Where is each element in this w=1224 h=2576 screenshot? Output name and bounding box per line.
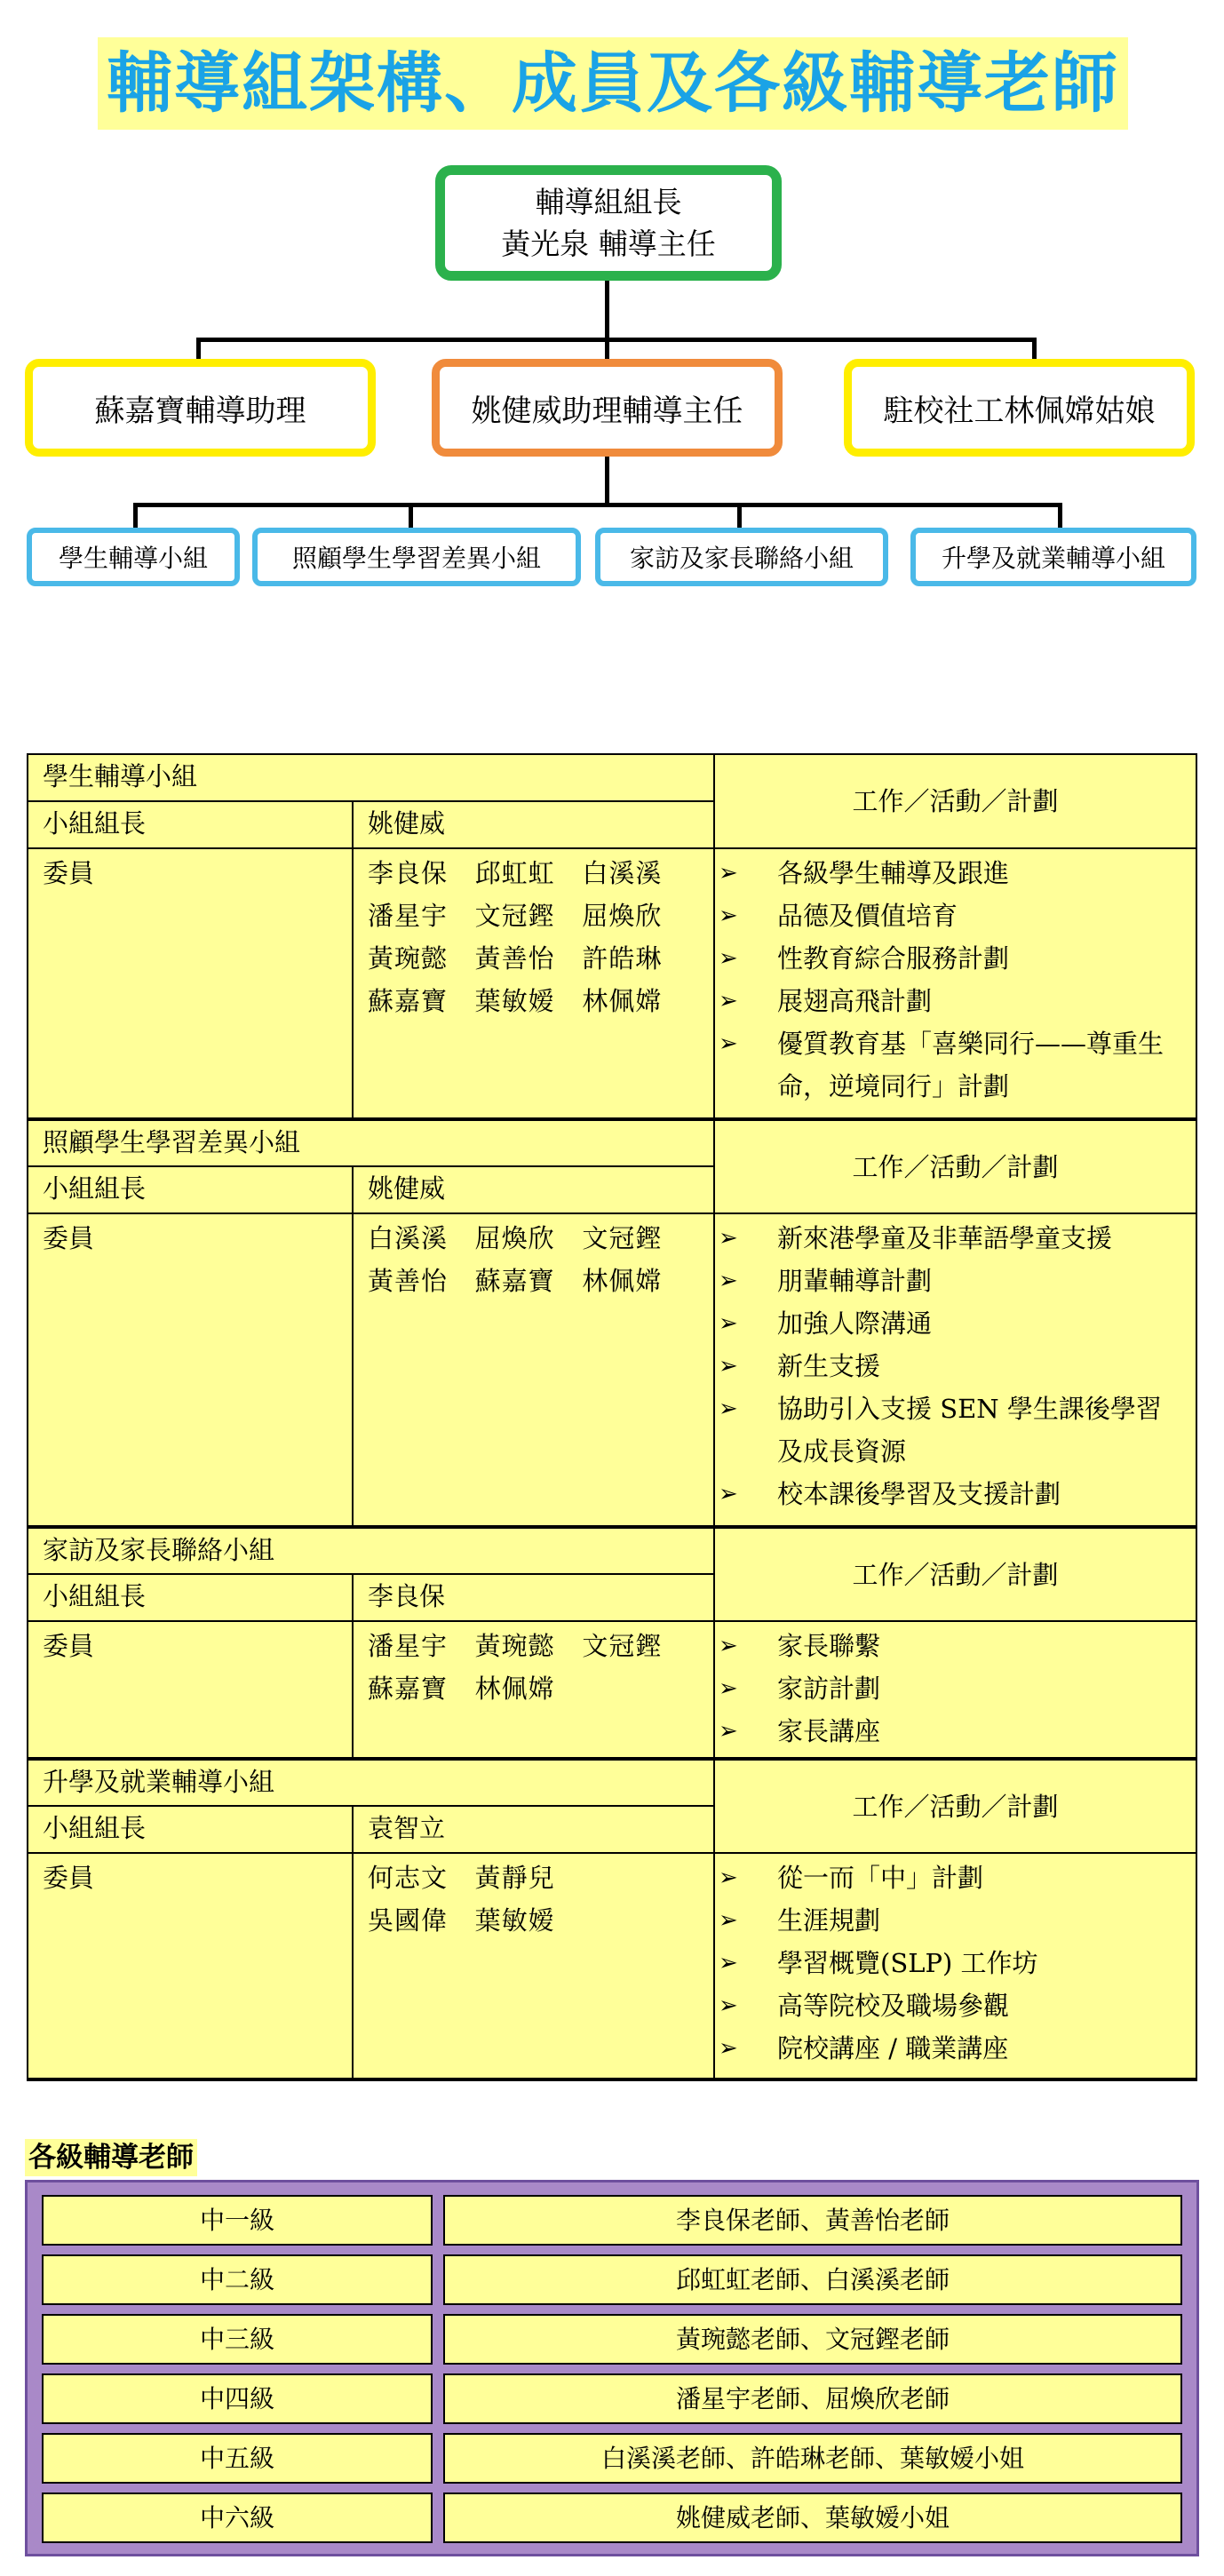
teachers-cell: 黃琬懿老師、文冠鏗老師	[443, 2314, 1182, 2365]
member-name: 黃琬懿	[368, 943, 449, 974]
org-group-box: 照顧學生學習差異小組	[252, 528, 581, 586]
member-name: 文冠鏗	[582, 1631, 663, 1661]
leader-name: 姚健威	[353, 801, 714, 848]
grade-cell: 中二級	[42, 2254, 433, 2305]
connector-line	[133, 503, 1062, 507]
work-header: 工作／活動／計劃	[714, 1759, 1196, 1853]
member-name: 許皓琳	[582, 943, 663, 974]
arrow-bullet-icon: ➢	[719, 1864, 738, 1891]
member-name: 蘇嘉寶	[474, 1266, 555, 1296]
activity-item: ➢ 展翅高飛計劃	[715, 980, 1196, 1022]
member-name: 葉敏嫒	[474, 1905, 555, 1936]
members-cell	[353, 1621, 714, 1759]
leader-label: 小組組長	[28, 1574, 353, 1621]
org-group-box: 家訪及家長聯絡小組	[595, 528, 888, 586]
members-cell	[353, 1853, 714, 2079]
teachers-cell: 白溪溪老師、許皓琳老師、葉敏嫒小姐	[443, 2433, 1182, 2484]
grade-teachers-title: 各級輔導老師	[25, 2139, 197, 2176]
arrow-bullet-icon: ➢	[719, 2035, 738, 2062]
activity-item: ➢ 朋輩輔導計劃	[715, 1260, 1196, 1302]
teachers-cell: 姚健威老師、葉敏嫒小姐	[443, 2493, 1182, 2543]
activities-cell	[714, 1213, 1196, 1527]
leader-name: 袁智立	[353, 1806, 714, 1853]
grade-cell: 中五級	[42, 2433, 433, 2484]
member-name: 潘星宇	[368, 1631, 449, 1661]
grade-teachers-table	[25, 2180, 1199, 2556]
member-name: 文冠鏗	[474, 901, 555, 931]
members-line	[368, 894, 713, 937]
committee-name: 家訪及家長聯絡小組	[28, 1527, 714, 1574]
activity-item: ➢ 品德及價值培育	[715, 894, 1196, 937]
committee-name: 學生輔導小組	[28, 754, 714, 801]
org-chief-title: 輔導組組長	[535, 185, 682, 219]
org-chief-name: 黃光泉 輔導主任	[501, 227, 716, 261]
table-row	[28, 754, 1196, 801]
leader-name: 姚健威	[353, 1166, 714, 1213]
member-name: 邱虹虹	[474, 858, 555, 888]
work-header: 工作／活動／計劃	[714, 754, 1196, 848]
activity-item: ➢ 各級學生輔導及跟進	[715, 852, 1196, 894]
member-name: 白溪溪	[582, 858, 663, 888]
leader-label: 小組組長	[28, 1166, 353, 1213]
activities-cell	[714, 1621, 1196, 1759]
members-cell	[353, 1213, 714, 1527]
connector-line	[1032, 338, 1037, 359]
members-line	[368, 980, 713, 1022]
members-label: 委員	[28, 1621, 353, 1759]
connector-line	[605, 281, 609, 359]
member-name: 蘇嘉寶	[368, 1674, 449, 1704]
activity-item: ➢ 加強人際溝通	[715, 1302, 1196, 1345]
table-row	[28, 1853, 1196, 2079]
activity-item: ➢ 性教育綜合服務計劃	[715, 937, 1196, 980]
member-name: 李良保	[368, 858, 449, 888]
teachers-cell: 邱虹虹老師、白溪溪老師	[443, 2254, 1182, 2305]
arrow-bullet-icon: ➢	[719, 1950, 738, 1976]
table-row	[42, 2493, 1182, 2543]
arrow-bullet-icon: ➢	[719, 1395, 738, 1422]
work-header: 工作／活動／計劃	[714, 1119, 1196, 1213]
org-deputy-box: 姚健威助理輔導主任	[432, 359, 783, 457]
members-cell	[353, 848, 714, 1119]
member-name: 何志文	[368, 1863, 449, 1893]
members-line	[368, 937, 713, 980]
table-row	[28, 1119, 1196, 1166]
activity-item: ➢ 家訪計劃	[715, 1667, 1196, 1710]
leader-label: 小組組長	[28, 801, 353, 848]
committee-name: 照顧學生學習差異小組	[28, 1119, 714, 1166]
table-row	[42, 2373, 1182, 2424]
org-group-box: 學生輔導小組	[27, 528, 240, 586]
members-label: 委員	[28, 1853, 353, 2079]
arrow-bullet-icon: ➢	[719, 1633, 738, 1659]
member-name: 黃琬懿	[474, 1631, 555, 1661]
arrow-bullet-icon: ➢	[719, 1030, 738, 1057]
grade-cell: 中一級	[42, 2195, 433, 2246]
member-name: 林佩嫦	[474, 1674, 555, 1704]
grade-cell: 中四級	[42, 2373, 433, 2424]
org-chief-box	[435, 165, 782, 281]
connector-line	[737, 503, 742, 528]
activities-cell	[714, 848, 1196, 1119]
org-social-worker-box: 駐校社工林佩嫦姑娘	[844, 359, 1195, 457]
committee-name: 升學及就業輔導小組	[28, 1759, 714, 1806]
members-line	[368, 1667, 713, 1710]
table-row	[28, 1527, 1196, 1574]
activity-item: ➢ 高等院校及職場參觀	[715, 1984, 1196, 2027]
connector-line	[196, 338, 1037, 342]
connector-line	[605, 457, 609, 506]
member-name: 林佩嫦	[582, 1266, 663, 1296]
activity-item: ➢ 優質教育基「喜樂同行——尊重生命，逆境同行」計劃	[715, 1022, 1196, 1108]
member-name: 屈煥欣	[474, 1223, 555, 1253]
table-row	[42, 2433, 1182, 2484]
member-name: 黃善怡	[474, 943, 555, 974]
table-row	[28, 1621, 1196, 1759]
activity-item: ➢ 從一而「中」計劃	[715, 1856, 1196, 1899]
member-name: 黃善怡	[368, 1266, 449, 1296]
members-line	[368, 852, 713, 894]
members-line	[368, 1625, 713, 1667]
arrow-bullet-icon: ➢	[719, 1675, 738, 1702]
member-name: 葉敏嫒	[474, 986, 555, 1016]
arrow-bullet-icon: ➢	[719, 1907, 738, 1934]
arrow-bullet-icon: ➢	[719, 902, 738, 929]
teachers-cell: 李良保老師、黃善怡老師	[443, 2195, 1182, 2246]
arrow-bullet-icon: ➢	[719, 988, 738, 1014]
grade-cell: 中三級	[42, 2314, 433, 2365]
activity-item: ➢ 新來港學童及非華語學童支援	[715, 1217, 1196, 1260]
activity-item: ➢ 家長講座	[715, 1710, 1196, 1753]
member-name: 白溪溪	[368, 1223, 449, 1253]
members-label: 委員	[28, 1213, 353, 1527]
arrow-bullet-icon: ➢	[719, 1310, 738, 1337]
members-line	[368, 1260, 713, 1302]
table-row	[28, 1759, 1196, 1806]
org-group-box: 升學及就業輔導小組	[910, 528, 1196, 586]
arrow-bullet-icon: ➢	[719, 1718, 738, 1745]
members-line	[368, 1217, 713, 1260]
arrow-bullet-icon: ➢	[719, 945, 738, 972]
table-row	[42, 2195, 1182, 2246]
activity-item: ➢ 新生支援	[715, 1345, 1196, 1387]
members-line	[368, 1899, 713, 1942]
arrow-bullet-icon: ➢	[719, 1268, 738, 1294]
arrow-bullet-icon: ➢	[719, 1992, 738, 2019]
table-row	[42, 2314, 1182, 2365]
arrow-bullet-icon: ➢	[719, 1481, 738, 1507]
page-title: 輔導組架構、成員及各級輔導老師	[98, 37, 1128, 130]
activity-item: ➢ 家長聯繫	[715, 1625, 1196, 1667]
member-name: 蘇嘉寶	[368, 986, 449, 1016]
grade-cell: 中六級	[42, 2493, 433, 2543]
leader-name: 李良保	[353, 1574, 714, 1621]
leader-label: 小組組長	[28, 1806, 353, 1853]
connector-line	[196, 338, 201, 359]
member-name: 文冠鏗	[582, 1223, 663, 1253]
activities-cell	[714, 1853, 1196, 2079]
activity-item: ➢ 學習概覽(SLP) 工作坊	[715, 1942, 1196, 1984]
member-name: 吳國偉	[368, 1905, 449, 1936]
connector-line	[133, 503, 138, 528]
members-label: 委員	[28, 848, 353, 1119]
work-header: 工作／活動／計劃	[714, 1527, 1196, 1621]
activity-item: ➢ 校本課後學習及支援計劃	[715, 1473, 1196, 1515]
teachers-cell: 潘星宇老師、屈煥欣老師	[443, 2373, 1182, 2424]
arrow-bullet-icon: ➢	[719, 1225, 738, 1252]
arrow-bullet-icon: ➢	[719, 860, 738, 886]
member-name: 潘星宇	[368, 901, 449, 931]
activity-item: ➢ 協助引入支援 SEN 學生課後學習及成長資源	[715, 1387, 1196, 1473]
activity-item: ➢ 院校講座 / 職業講座	[715, 2027, 1196, 2070]
members-line	[368, 1856, 713, 1899]
org-assistant-box: 蘇嘉寶輔導助理	[25, 359, 376, 457]
member-name: 黃靜兒	[474, 1863, 555, 1893]
connector-line	[409, 503, 413, 528]
connector-line	[1058, 503, 1062, 528]
table-row	[28, 848, 1196, 1119]
member-name: 屈煥欣	[582, 901, 663, 931]
table-row	[42, 2254, 1182, 2305]
table-row	[28, 1213, 1196, 1527]
activity-item: ➢ 生涯規劃	[715, 1899, 1196, 1942]
member-name: 林佩嫦	[582, 986, 663, 1016]
committee-table	[27, 753, 1197, 2081]
arrow-bullet-icon: ➢	[719, 1353, 738, 1379]
